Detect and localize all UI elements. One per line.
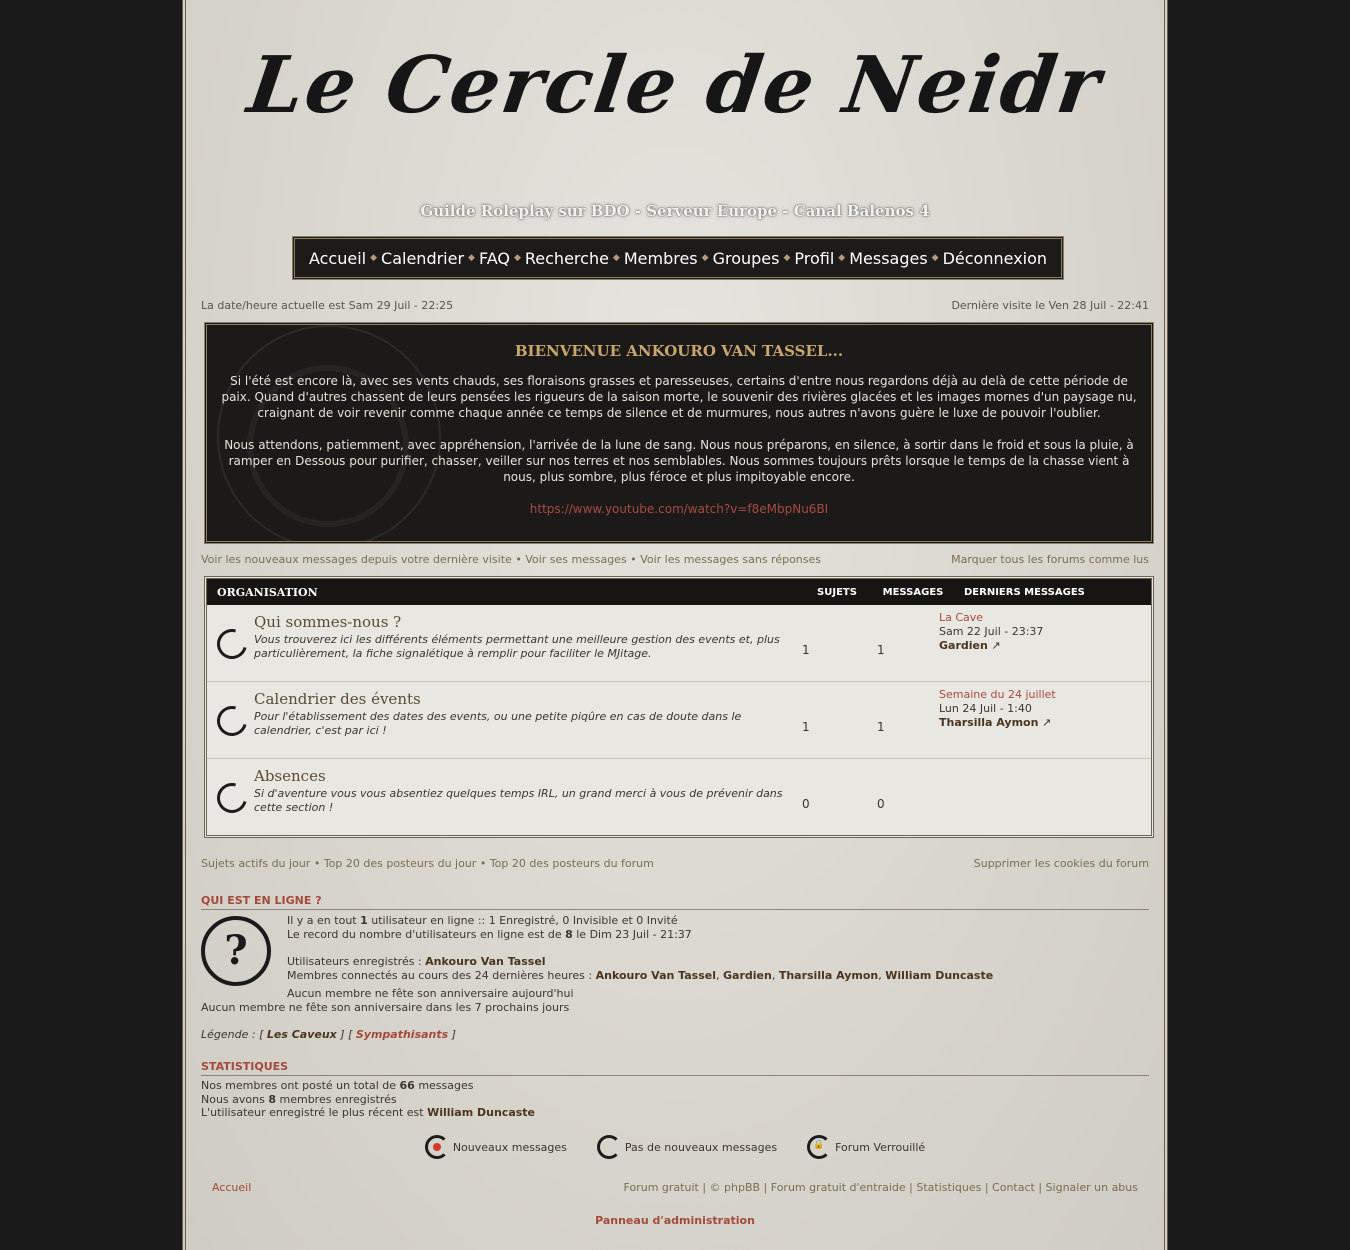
quick-links	[201, 553, 1149, 566]
last-post-date: Lun 24 Juil - 1:40	[939, 702, 1032, 715]
link-unanswered[interactable]: Voir les messages sans réponses	[640, 553, 822, 566]
nav-accueil[interactable]: Accueil	[308, 248, 367, 268]
nav-separator-icon: ◆	[513, 253, 521, 263]
stats-newest-line: L'utilisateur enregistré le plus récent est William Duncaste	[201, 1106, 536, 1119]
link-top-posters-forum[interactable]: Top 20 des posteurs du forum	[489, 857, 654, 870]
nav-faq[interactable]: FAQ	[478, 248, 510, 268]
link-own-posts[interactable]: Voir ses messages	[525, 553, 627, 566]
footer-link-report-abuse[interactable]: Signaler un abus	[1045, 1181, 1138, 1194]
who-is-online-heading[interactable]: QUI EST EN LIGNE ?	[201, 894, 1149, 910]
welcome-paragraph-1: Si l'été est encore là, avec ses vents chauds, ses floraisons grasses et paresseuses, certains d'entre nous regardons déjà au delà de cette période de paix. Quand d'autres chassent de leurs pensées les rigueurs de la saison morte, le souvenir des rivières glacées et les images mornes d'un paysage nu, craignant de voir revenir comme chaque année ce temps de silence et de murmures, nous autres n'avons guère le luxe de pouvoir l'oublier.	[221, 374, 1137, 420]
col-topics-header: SUJETS	[817, 586, 857, 598]
welcome-panel	[204, 322, 1154, 544]
nav-groupes[interactable]: Groupes	[712, 248, 780, 268]
nav-profil[interactable]: Profil	[794, 248, 835, 268]
nav-deconnexion[interactable]: Déconnexion	[942, 248, 1048, 268]
forum-last-post	[939, 688, 1056, 730]
nav-separator-icon: ◆	[838, 253, 846, 263]
forum-description: Vous trouverez ici les différents éléments permettant une meilleure gestion des events et, plus particulièrement, la fiche signalétique à remplir pour faciliter le MJitage.	[254, 633, 780, 660]
bottom-links: Accueil Forum gratuit | © phpBB | Forum gratuit d'entraide | Statistiques | Contact | Signaler un abus	[212, 1181, 1138, 1194]
legend-group-caveux[interactable]: Les Caveux	[266, 1028, 337, 1041]
forum-topic-count: 0	[802, 797, 810, 811]
nav-separator-icon: ◆	[370, 253, 378, 263]
statistics-panel	[201, 1079, 535, 1120]
footer-link-statistiques[interactable]: Statistiques	[916, 1181, 982, 1194]
new-posts-icon	[425, 1135, 449, 1159]
forum-table	[204, 576, 1154, 838]
forum-title[interactable]: Qui sommes-nous ?	[254, 613, 402, 631]
last-visit: Dernière visite le Ven 28 Juil - 22:41	[951, 299, 1149, 312]
category-title[interactable]: ORGANISATION	[217, 585, 318, 599]
welcome-youtube-link[interactable]: https://www.youtube.com/watch?v=f8eMbpNu6BI	[529, 502, 829, 516]
last-post-topic-link[interactable]: Semaine du 24 juillet	[939, 688, 1056, 701]
online-record-line: Le record du nombre d'utilisateurs en ligne est de 8 le Dim 23 Juil - 21:37	[287, 927, 692, 941]
nav-messages[interactable]: Messages	[849, 248, 928, 268]
link-top-posters-day[interactable]: Top 20 des posteurs du jour	[323, 857, 477, 870]
legend-new-posts: Nouveaux messages	[452, 1140, 567, 1154]
registered-users-line: Utilisateurs enregistrés : Ankouro Van Tassel	[287, 955, 546, 968]
online-total-line: Il y a en tout 1 utilisateur en ligne :: 1 Enregistré, 0 Invisible et 0 Invité	[287, 914, 678, 927]
nav-recherche[interactable]: Recherche	[524, 248, 609, 268]
user-link[interactable]: Tharsilla Aymon	[778, 968, 879, 982]
site-logo[interactable]: Le Cercle de Neidr	[242, 40, 1108, 131]
goto-last-post-icon[interactable]: ↗	[991, 639, 1001, 652]
forum-post-count: 1	[877, 720, 885, 734]
user-link[interactable]: William Duncaste	[427, 1106, 536, 1119]
question-mark-icon: ?	[201, 916, 271, 986]
bullet-separator: •	[313, 857, 324, 870]
link-mark-all-read[interactable]: Marquer tous les forums comme lus	[951, 553, 1149, 566]
statistics-heading: STATISTIQUES	[201, 1060, 1149, 1076]
forum-topic-count: 1	[802, 643, 810, 657]
footer-link-contact[interactable]: Contact	[992, 1181, 1035, 1194]
no-new-posts-icon	[597, 1135, 621, 1159]
last-post-date: Sam 22 Juil - 23:37	[939, 625, 1044, 638]
forum-topic-count: 1	[802, 720, 810, 734]
nav-calendrier[interactable]: Calendrier	[381, 248, 465, 268]
welcome-paragraph-2: Nous attendons, patiemment, avec appréhension, l'arrivée de la lune de sang. Nous nous préparons, en silence, à sortir dans le froid et sous la pluie, à ramper en Dessous pour purifier, chasser, veiller sur nos terres et nos semblables. Nous sommes toujours prêts lorsque le temps de la chasse vient à nous, plus sombre, plus féroce et plus impitoyable encore.	[224, 438, 1134, 484]
forum-post-count: 1	[877, 643, 885, 657]
goto-last-post-icon[interactable]: ↗	[1041, 716, 1052, 729]
forum-title[interactable]: Calendrier des évents	[254, 690, 421, 708]
group-legend: Légende : [ Les Caveux ] [ Sympathisants ]	[201, 1028, 456, 1041]
nav-separator-icon: ◆	[931, 253, 939, 263]
forum-description: Pour l'établissement des dates des events, ou une petite piqûre en cas de doute dans le calendrier, c'est par ici !	[254, 710, 742, 737]
birthday-week: Aucun membre ne fête son anniversaire dans les 7 prochains jours	[201, 1001, 570, 1014]
footer-link-forum-gratuit[interactable]: Forum gratuit	[623, 1181, 699, 1194]
user-link[interactable]: Ankouro Van Tassel	[425, 955, 546, 968]
forum-read-status-icon	[212, 701, 253, 742]
birthday-today: Aucun membre ne fête son anniversaire aujourd'hui	[287, 987, 574, 1000]
legend-group-sympathisants[interactable]: Sympathisants	[355, 1028, 449, 1041]
forum-read-status-icon	[212, 624, 253, 665]
stats-members-line: Nous avons 8 membres enregistrés	[201, 1092, 397, 1106]
col-last-header: DERNIERS MESSAGES	[964, 586, 1085, 598]
stats-posts-line: Nos membres ont posté un total de 66 messages	[201, 1079, 474, 1092]
nav-separator-icon: ◆	[701, 253, 709, 263]
legend-locked: Forum Verrouillé	[835, 1140, 926, 1154]
last-post-user-link[interactable]: Gardien	[939, 639, 988, 652]
user-link[interactable]: Gardien	[723, 968, 772, 982]
col-posts-header: MESSAGES	[882, 586, 944, 598]
current-datetime: La date/heure actuelle est Sam 29 Juil - 22:25	[201, 299, 454, 312]
bullet-separator: •	[630, 553, 641, 566]
nav-separator-icon: ◆	[783, 253, 791, 263]
legend-no-new-posts: Pas de nouveaux messages	[624, 1140, 778, 1154]
main-navbar	[292, 236, 1064, 280]
forum-row	[207, 682, 1151, 759]
date-line	[201, 299, 1149, 312]
link-active-topics[interactable]: Sujets actifs du jour	[201, 857, 311, 870]
last-post-user-link[interactable]: Tharsilla Aymon	[939, 716, 1039, 729]
icon-legend	[186, 1135, 1164, 1159]
nav-membres[interactable]: Membres	[623, 248, 698, 268]
last-post-topic-link[interactable]: La Cave	[939, 611, 984, 624]
link-new-since-last-visit[interactable]: Voir les nouveaux messages depuis votre dernière visite	[201, 553, 512, 566]
link-delete-cookies[interactable]: Supprimer les cookies du forum	[973, 857, 1149, 870]
locked-forum-icon	[807, 1135, 831, 1159]
nav-separator-icon: ◆	[468, 253, 475, 263]
bullet-separator: •	[479, 857, 490, 870]
site-subtitle: Guilde Roleplay sur BDO - Serveur Europe - Canal Balenos 4	[420, 202, 930, 220]
footer-home-link[interactable]: Accueil	[212, 1181, 252, 1194]
forum-read-status-icon	[212, 778, 253, 819]
forum-table-header	[207, 579, 1151, 605]
forum-description: Si d'aventure vous vous absentiez quelques temps IRL, un grand merci à vous de prévenir dans cette section !	[254, 787, 783, 814]
user-link[interactable]: William Duncaste	[885, 968, 994, 982]
page-container	[182, 0, 1168, 1250]
admin-panel-link[interactable]: Panneau d'administration	[595, 1214, 755, 1227]
forum-row	[207, 759, 1151, 835]
nav-separator-icon: ◆	[612, 253, 620, 263]
forum-title[interactable]: Absences	[254, 767, 326, 785]
welcome-title: BIENVENUE ANKOURO VAN TASSEL...	[514, 342, 844, 360]
user-link[interactable]: Ankouro Van Tassel	[595, 968, 717, 982]
footer-link-entraide[interactable]: Forum gratuit d'entraide	[770, 1181, 906, 1194]
last24-users-line: Membres connectés au cours des 24 dernières heures : Ankouro Van Tassel, Gardien, Tharsilla Aymon, William Duncaste	[287, 968, 994, 982]
forum-post-count: 0	[877, 797, 885, 811]
footer-link-phpbb[interactable]: © phpBB	[709, 1181, 761, 1194]
forum-foot-links	[201, 857, 1149, 870]
bullet-separator: •	[515, 553, 526, 566]
forum-row	[207, 605, 1151, 682]
forum-last-post	[939, 611, 1043, 653]
